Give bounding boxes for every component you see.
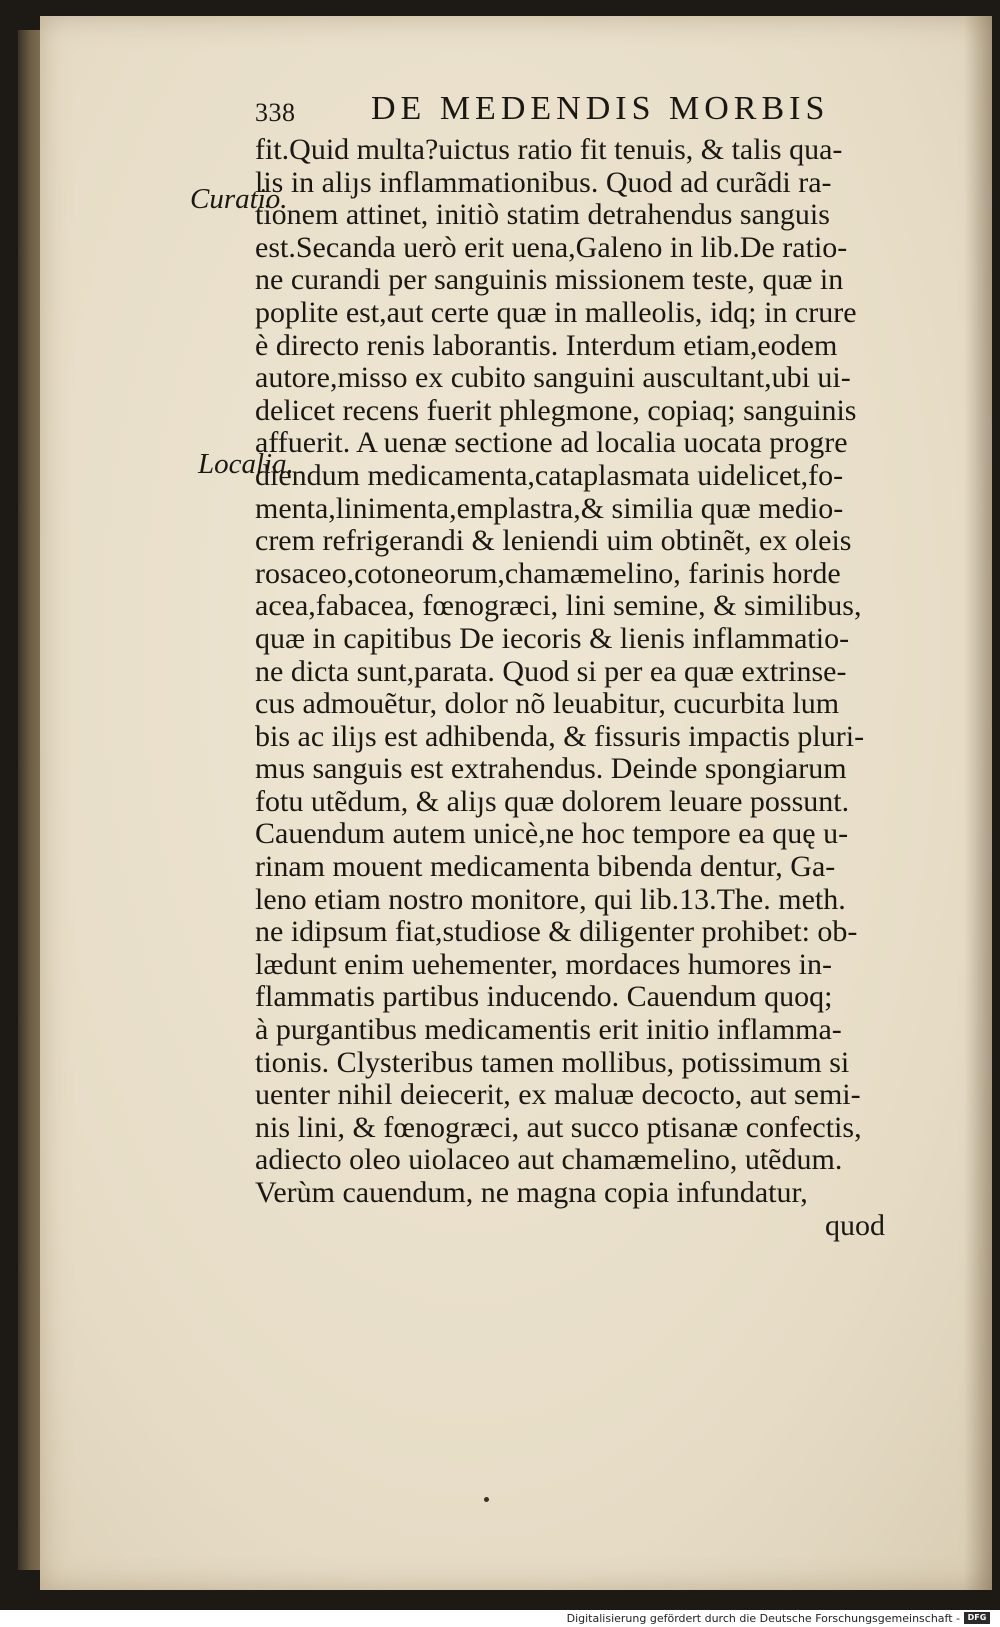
text-line: Verùm cauendum, ne magna copia infundatur, xyxy=(255,1177,808,1209)
text-line: bis ac iliȷs est adhibenda, & fissuris impactis pluri- xyxy=(255,720,865,753)
text-line: menta,linimenta,emplastra,& similia quæ medio- xyxy=(255,492,844,525)
text-line: fit.Quid multa?uictus ratio fit tenuis, & talis qua- xyxy=(255,134,843,166)
text-line: affuerit. A uenæ sectione ad localia uocata progre xyxy=(255,427,848,460)
margin-note-curatio: Curatio. xyxy=(190,183,288,215)
text-line: rosaceo,cotoneorum,chamæmelino, farinis horde xyxy=(255,557,841,590)
text-line: tionis. Clysteribus tamen mollibus, potissimum si xyxy=(255,1046,850,1079)
text-line: acea,fabacea, fœnogræci, lini semine, & similibus, xyxy=(255,590,862,623)
text-line: lædunt enim uehementer, mordaces humores in- xyxy=(255,948,832,981)
text-line: diendum medicamenta,cataplasmata uidelicet,fo- xyxy=(255,459,844,492)
text-line: tionem attinet, initiò statim detrahendus sanguis xyxy=(255,199,830,232)
text-line: uenter nihil deiecerit, ex maluæ decocto, aut semi- xyxy=(255,1079,861,1112)
text-line: crem refrigerandi & leniendi uim obtinẽt, ex oleis xyxy=(255,525,852,558)
text-line: mus sanguis est extrahendus. Deinde spongiarum xyxy=(255,753,847,786)
text-line: flammatis partibus inducendo. Cauendum quoq; xyxy=(255,981,833,1014)
ink-speck xyxy=(484,1497,489,1502)
footer-credit: Digitalisierung gefördert durch die Deutsche Forschungsgemeinschaft - xyxy=(566,1612,960,1625)
text-line: cus admouẽtur, dolor nõ leuabitur, cucurbita lum xyxy=(255,688,840,721)
running-head-title: DE MEDENDIS MORBIS xyxy=(371,90,830,127)
text-line: quæ in capitibus De iecoris & lienis inflammatio- xyxy=(255,622,850,655)
margin-note-localia: Localia. xyxy=(198,448,294,480)
text-line: rinam mouent medicamenta bibenda dentur, Ga- xyxy=(255,851,836,884)
text-line: autore,misso ex cubito sanguini auscultant,ubi ui- xyxy=(255,362,851,395)
body-text xyxy=(255,134,925,1242)
page-gutter-shadow xyxy=(964,16,992,1590)
text-line: est.Secanda uerò erit uena,Galeno in lib.De ratio- xyxy=(255,231,848,264)
page-number: 338 xyxy=(255,98,296,127)
dfg-logo: DFG xyxy=(964,1612,990,1624)
text-line: è directo renis laborantis. Interdum etiam,eodem xyxy=(255,329,838,362)
text-line: delicet recens fuerit phlegmone, copiaq; sanguinis xyxy=(255,394,857,427)
catchword: quod xyxy=(825,1209,885,1242)
text-line: Cauendum autem unicè,ne hoc tempore ea quę u- xyxy=(255,818,849,851)
text-line: ne curandi per sanguinis missionem teste, quæ in xyxy=(255,264,844,297)
running-head xyxy=(255,90,855,136)
text-line: à purgantibus medicamentis erit initio inflamma- xyxy=(255,1014,842,1047)
text-line: leno etiam nostro monitore, qui lib.13.The. meth. xyxy=(255,883,846,916)
text-line: ne dicta sunt,parata. Quod si per ea quæ extrinse- xyxy=(255,655,847,688)
text-line: nis lini, & fœnogræci, aut succo ptisanæ confectis, xyxy=(255,1111,862,1144)
text-line: ne idipsum fiat,studiose & diligenter prohibet: ob- xyxy=(255,916,858,949)
text-line: fotu utẽdum, & aliȷs quæ dolorem leuare possunt. xyxy=(255,785,850,818)
text-line: adiecto oleo uiolaceo aut chamæmelino, utẽdum. xyxy=(255,1144,843,1177)
text-line: poplite est,aut certe quæ in malleolis, idq; in crure xyxy=(255,296,857,329)
text-line: lis in aliȷs inflammationibus. Quod ad curãdi ra- xyxy=(255,166,832,199)
